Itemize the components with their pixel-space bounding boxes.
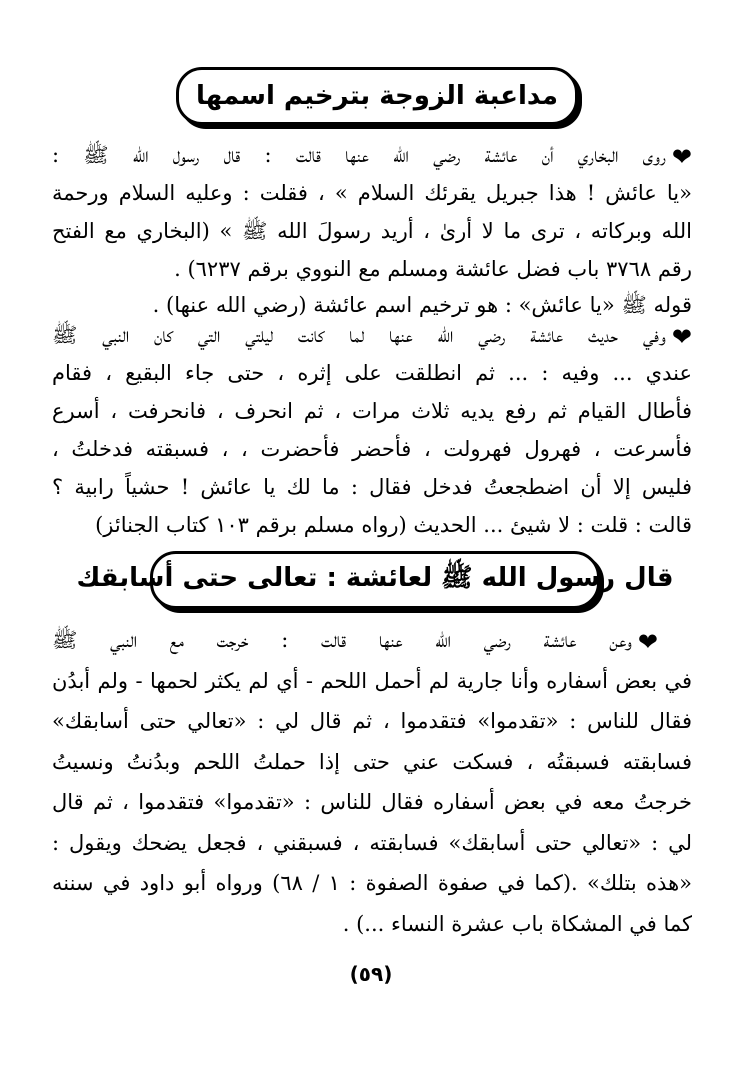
text-line: فليس إلا أن اضطجعتُ فدخل فقال : ما لك يا عائش ! حشياً رابية ؟ bbox=[52, 475, 692, 499]
paragraph-1 bbox=[52, 136, 692, 288]
heart-icon: ❤ bbox=[637, 627, 658, 656]
text-line: «يا عائش ! هذا جبريل يقرئك السلام » ، فقلت : وعليه السلام ورحمة bbox=[52, 181, 692, 205]
paragraph-3 bbox=[52, 316, 692, 544]
text-line: فقال للناس : «تقدموا» فتقدموا ، ثم قال لي : «تعالي حتى أسابقك» bbox=[52, 709, 692, 733]
text-line: الله وبركاته ، ترى ما لا أرىٰ ، أريد رسولَ الله ﷺ » (البخاري مع الفتح bbox=[52, 219, 692, 243]
text-line: فسابقته فسبقتُه ، فسكت عني حتى إذا حملتُ اللحم وبدُنتُ ونسيتُ bbox=[52, 749, 692, 774]
text-line: فأطال القيام ثم رفع يديه ثلاث مرات ، ثم انحرف ، فانحرفت ، أسرع bbox=[52, 399, 692, 423]
text-line: رقم ٣٧٦٨ باب فضل عائشة ومسلم مع النووي برقم ٦٢٣٧) . bbox=[174, 257, 692, 281]
section-title-1-text: مداعبة الزوجة بترخيم اسمها bbox=[196, 81, 558, 111]
text-line: ❤روى البخاري أن عائشة رضي الله عنها قالت : قال رسول الله ﷺ : bbox=[52, 142, 692, 171]
section-title-2 bbox=[76, 551, 674, 609]
text-line: عندي ... وفيه : ... ثم انطلقت على إثره ، حتى جاء البقيع ، فقام bbox=[52, 361, 692, 385]
section-title-1 bbox=[176, 67, 578, 125]
text-line: قوله ﷺ «يا عائش» : هو ترخيم اسم عائشة (رضي الله عنها) . bbox=[152, 293, 692, 317]
text-line: ❤وفي حديث عائشة رضي الله عنها لما كانت ليلتي التي كان النبي ﷺ bbox=[52, 322, 692, 351]
text-line: كما في المشكاة باب عشرة النساء ...) . bbox=[342, 911, 692, 936]
heart-icon: ❤ bbox=[671, 142, 692, 171]
text-line: «هذه بتلك» .(كما في صفوة الصفوة : ١ / ٦٨) ورواه أبو داود في سننه bbox=[52, 871, 692, 895]
text-line: خرجتُ معه في بعض أسفاره فقال للناس : «تقدموا» فتقدموا ، ثم قال bbox=[52, 790, 692, 814]
text-line: في بعض أسفاره وأنا جارية لم أحمل اللحم - أي لم يكثر لحمها - ولم أبدُن bbox=[52, 668, 692, 693]
text-line: قالت : قلت : لا شيئ ... الحديث (رواه مسلم برقم ١٠٣ كتاب الجنائز) bbox=[95, 513, 692, 537]
text-line: فأسرعت ، فهرول فهرولت ، فأحضر فأحضرت ، ، فسبقته فدخلتُ ، bbox=[52, 437, 692, 461]
section-title-2-text: قال رسول الله ﷺ لعائشة : تعالى حتى أسابقك bbox=[76, 563, 674, 593]
paragraph-4 bbox=[52, 620, 692, 944]
heart-icon: ❤ bbox=[671, 322, 692, 351]
text-line: لي : «تعالي حتى أسابقك» فسابقته ، فسبقني ، فجعل يضحك ويقول : bbox=[52, 830, 692, 855]
text-line: ❤وعن عائشة رضي الله عنها قالت : خرجت مع النبي ﷺ bbox=[52, 627, 658, 656]
page-number: (٥٩) bbox=[349, 962, 393, 986]
